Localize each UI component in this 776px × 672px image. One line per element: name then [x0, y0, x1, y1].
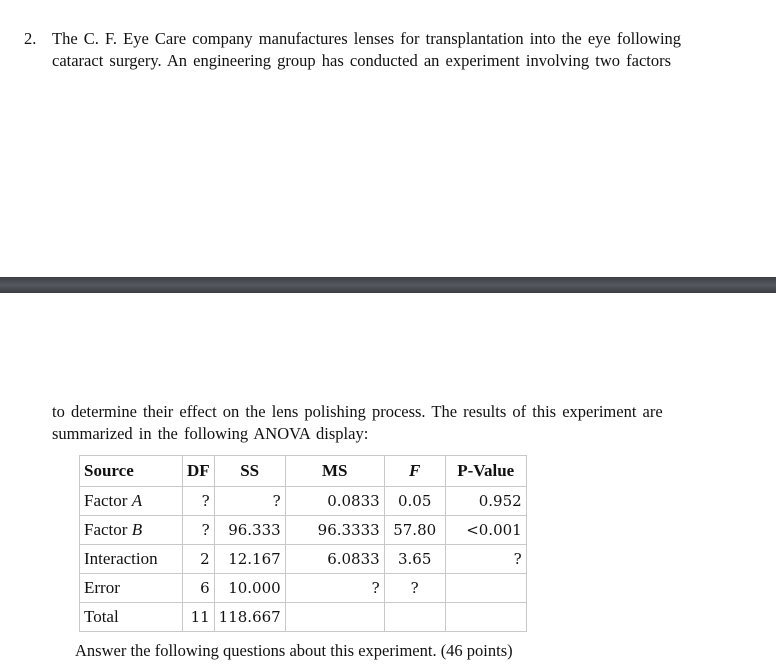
- row-df: ?: [183, 516, 215, 545]
- row-p-value: [445, 603, 526, 632]
- row-df: 2: [183, 545, 215, 574]
- row-source: [80, 574, 183, 603]
- row-df: 6: [183, 574, 215, 603]
- header-f: F: [384, 456, 445, 487]
- question-text-bottom: [52, 401, 663, 445]
- source-word: Factor: [84, 491, 132, 510]
- header-p-value: P-Value: [445, 456, 526, 487]
- row-p-value: ?: [445, 545, 526, 574]
- source-factor-letter: A: [131, 491, 143, 510]
- page-separator-band: [0, 277, 776, 293]
- row-ss: ?: [214, 487, 285, 516]
- row-f: 57.80: [384, 516, 445, 545]
- row-p-value: <0.001: [445, 516, 526, 545]
- row-p-value: [445, 574, 526, 603]
- header-source: Source: [80, 456, 183, 487]
- row-df: 11: [183, 603, 215, 632]
- row-ms: 0.0833: [285, 487, 384, 516]
- anova-header-row: [80, 456, 527, 487]
- table-row: [80, 516, 527, 545]
- question-line-1: The C. F. Eye Care company manufactures lenses for transplantation into the eye following: [52, 29, 682, 48]
- row-f: 0.05: [384, 487, 445, 516]
- row-f: [384, 603, 445, 632]
- question-number: 2.: [24, 29, 37, 48]
- source-word: Total: [84, 607, 119, 626]
- question-line-2: cataract surgery. An engineering group has conducted an experiment involving two factors: [52, 51, 672, 70]
- row-ms: 6.0833: [285, 545, 384, 574]
- row-f: 3.65: [384, 545, 445, 574]
- row-ms: [285, 603, 384, 632]
- table-row: [80, 487, 527, 516]
- question-line-3: to determine their effect on the lens polishing process. The results of this experiment are: [52, 402, 663, 421]
- table-row: [80, 545, 527, 574]
- answer-prompt: Answer the following questions about this experiment. (46 points): [75, 641, 513, 660]
- header-ms: MS: [285, 456, 384, 487]
- row-f: ?: [384, 574, 445, 603]
- table-row: [80, 603, 527, 632]
- row-ms: 96.3333: [285, 516, 384, 545]
- row-source: [80, 603, 183, 632]
- row-source: [80, 516, 183, 545]
- row-ss: 96.333: [214, 516, 285, 545]
- anova-table: [79, 455, 527, 632]
- question-text-top: [52, 28, 681, 72]
- row-source: [80, 487, 183, 516]
- row-source: [80, 545, 183, 574]
- row-ss: 10.000: [214, 574, 285, 603]
- source-word: Interaction: [84, 549, 158, 568]
- row-ms: ?: [285, 574, 384, 603]
- row-ss: 12.167: [214, 545, 285, 574]
- row-df: ?: [183, 487, 215, 516]
- header-df: DF: [183, 456, 215, 487]
- row-ss: 118.667: [214, 603, 285, 632]
- source-word: Error: [84, 578, 120, 597]
- question-line-4: summarized in the following ANOVA display:: [52, 424, 369, 443]
- header-ss: SS: [214, 456, 285, 487]
- row-p-value: 0.952: [445, 487, 526, 516]
- source-factor-letter: B: [131, 520, 143, 539]
- table-row: [80, 574, 527, 603]
- source-word: Factor: [84, 520, 132, 539]
